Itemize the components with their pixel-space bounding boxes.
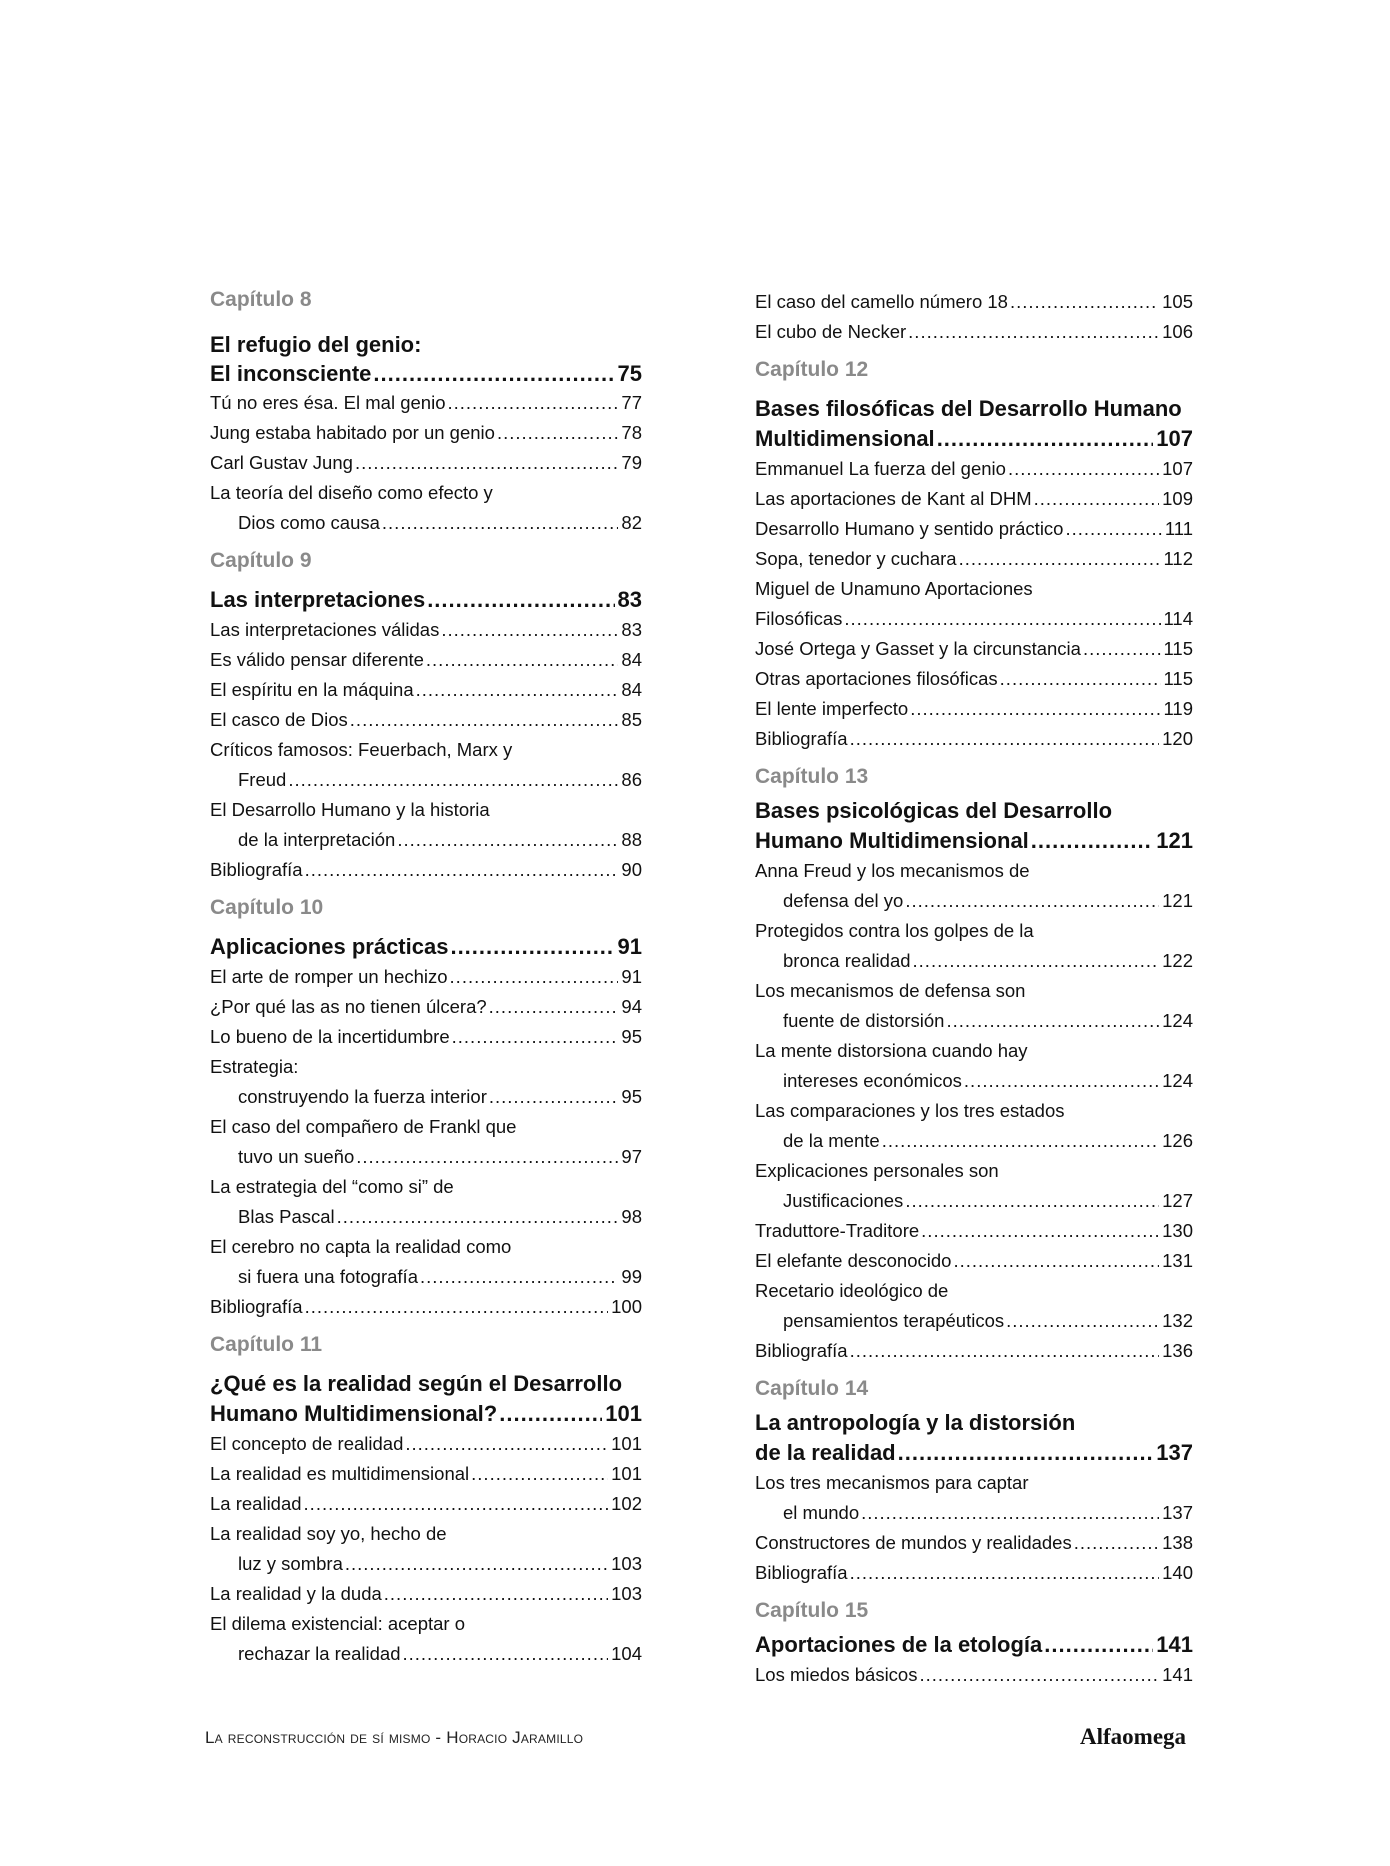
dot-leader <box>905 1189 1159 1213</box>
toc-entry <box>210 828 642 852</box>
toc-entry-line: Anna Freud y los mecanismos de <box>755 860 1030 881</box>
page-number: 84 <box>621 679 642 700</box>
page-number: 126 <box>1162 1130 1193 1151</box>
dot-leader <box>450 965 619 989</box>
running-footer <box>205 1728 583 1748</box>
toc-entry <box>210 1582 642 1606</box>
toc-entry <box>210 1265 642 1289</box>
dot-leader <box>450 933 614 961</box>
footer-book-title: La reconstrucción de sí mismo <box>205 1728 431 1747</box>
page-number: 95 <box>621 1086 642 1107</box>
entry-text: fuente de distorsión <box>783 1010 945 1031</box>
chapter-label: Capítulo 11 <box>210 1333 323 1356</box>
chapter-title <box>210 1400 642 1428</box>
entry-text: El casco de Dios <box>210 709 348 730</box>
page-number: 91 <box>617 934 642 959</box>
dot-leader <box>850 727 1160 751</box>
entry-text: Bibliografía <box>210 859 303 880</box>
toc-entry-line: El Desarrollo Humano y la historia <box>210 799 490 820</box>
entry-text: La realidad es multidimensional <box>210 1463 470 1484</box>
publisher-logo: Alfaomega <box>1080 1724 1187 1749</box>
toc-entry <box>210 648 642 672</box>
page-number: 132 <box>1162 1310 1193 1331</box>
dot-leader <box>384 1582 608 1606</box>
entry-text: El elefante desconocido <box>755 1250 952 1271</box>
toc-entry <box>210 708 642 732</box>
entry-text: Bibliografía <box>210 1296 303 1317</box>
chapter-title <box>755 827 1193 855</box>
chapter-label: Capítulo 8 <box>210 288 312 311</box>
toc-entry-line: La estrategia del “como si” de <box>210 1176 454 1197</box>
dot-leader <box>337 1205 619 1229</box>
toc-entry <box>210 1432 642 1456</box>
dot-leader <box>427 586 614 614</box>
dot-leader <box>497 421 618 445</box>
entry-text: tuvo un sueño <box>238 1146 355 1167</box>
toc-entry <box>210 1145 642 1169</box>
dot-leader <box>959 547 1161 571</box>
toc-entry-line: Estrategia: <box>210 1056 299 1077</box>
dot-leader <box>452 1025 619 1049</box>
dot-leader <box>905 889 1159 913</box>
dot-leader <box>402 1642 608 1666</box>
entry-text: de la realidad <box>755 1440 896 1465</box>
toc-entry <box>755 1309 1193 1333</box>
entry-text: Jung estaba habitado por un genio <box>210 422 495 443</box>
page-number: 130 <box>1162 1220 1193 1241</box>
dot-leader <box>420 1265 618 1289</box>
entry-text: Sopa, tenedor y cuchara <box>755 548 957 569</box>
toc-entry <box>755 1561 1193 1585</box>
toc-entry <box>755 727 1193 751</box>
dot-leader <box>1031 827 1153 855</box>
entry-text: Bibliografía <box>755 1562 848 1583</box>
page-number: 101 <box>605 1401 642 1426</box>
entry-text: Filosóficas <box>755 608 843 629</box>
toc-entry <box>755 547 1193 571</box>
toc-entry-line: La mente distorsiona cuando hay <box>755 1040 1028 1061</box>
entry-text: Aportaciones de la etología <box>755 1632 1043 1657</box>
page-number: 79 <box>621 452 642 473</box>
page-number: 104 <box>611 1643 642 1664</box>
dot-leader <box>1000 667 1161 691</box>
toc-entry <box>755 1249 1193 1273</box>
chapter-title <box>210 360 642 388</box>
dot-leader <box>964 1069 1159 1093</box>
dot-leader <box>356 1145 618 1169</box>
page-number: 105 <box>1162 291 1193 312</box>
page-number: 127 <box>1162 1190 1193 1211</box>
entry-text: La realidad <box>210 1493 302 1514</box>
dot-leader <box>1006 1309 1159 1333</box>
page-number: 103 <box>611 1583 642 1604</box>
toc-entry <box>210 678 642 702</box>
chapter-title <box>210 933 642 961</box>
entry-text: bronca realidad <box>783 950 911 971</box>
entry-text: La realidad y la duda <box>210 1583 382 1604</box>
toc-entry <box>755 290 1193 314</box>
footer-author: Horacio Jaramillo <box>446 1728 584 1747</box>
page-number: 124 <box>1162 1070 1193 1091</box>
dot-leader <box>1010 290 1159 314</box>
page-number: 85 <box>621 709 642 730</box>
page-number: 107 <box>1162 458 1193 479</box>
page-number: 107 <box>1156 426 1193 451</box>
chapter-label: Capítulo 14 <box>755 1377 869 1400</box>
page-number: 101 <box>611 1463 642 1484</box>
page-number: 99 <box>621 1266 642 1287</box>
page-number: 109 <box>1162 488 1193 509</box>
dot-leader <box>405 1432 608 1456</box>
dot-leader <box>946 1009 1159 1033</box>
toc-entry-line: Las comparaciones y los tres estados <box>755 1100 1065 1121</box>
page-number: 78 <box>621 422 642 443</box>
dot-leader <box>355 451 618 475</box>
chapter-title: El refugio del genio: <box>210 332 422 357</box>
toc-entry-line: Miguel de Unamuno Aportaciones <box>755 578 1033 599</box>
entry-text: Aplicaciones prácticas <box>210 934 449 959</box>
page-number: 95 <box>621 1026 642 1047</box>
toc-entry-line: Explicaciones personales son <box>755 1160 999 1181</box>
toc-entry <box>210 1552 642 1576</box>
toc-entry <box>210 421 642 445</box>
chapter-title <box>210 586 642 614</box>
page-number: 77 <box>621 392 642 413</box>
entry-text: Constructores de mundos y realidades <box>755 1532 1072 1553</box>
dot-leader <box>910 697 1160 721</box>
entry-text: Bibliografía <box>755 1340 848 1361</box>
toc-entry <box>210 1205 642 1229</box>
toc-entry <box>210 1642 642 1666</box>
entry-text: El cubo de Necker <box>755 321 907 342</box>
entry-text: Justificaciones <box>783 1190 904 1211</box>
toc-entry <box>755 517 1193 541</box>
entry-text: luz y sombra <box>238 1553 343 1574</box>
toc-entry <box>755 1069 1193 1093</box>
toc-entry <box>210 995 642 1019</box>
chapter-title: La antropología y la distorsión <box>755 1410 1076 1435</box>
page-number: 136 <box>1162 1340 1193 1361</box>
toc-entry <box>755 1501 1193 1525</box>
entry-text: intereses económicos <box>783 1070 962 1091</box>
page-number: 115 <box>1163 638 1193 659</box>
chapter-title <box>755 1631 1193 1659</box>
entry-text: construyendo la fuerza interior <box>238 1086 487 1107</box>
entry-text: rechazar la realidad <box>238 1643 401 1664</box>
chapter-title: ¿Qué es la realidad según el Desarrollo <box>210 1371 623 1396</box>
page-number: 119 <box>1163 698 1193 719</box>
dot-leader <box>1044 1631 1153 1659</box>
page-number: 82 <box>621 512 642 533</box>
dot-leader <box>861 1501 1159 1525</box>
page-number: 121 <box>1162 890 1193 911</box>
entry-text: defensa del yo <box>783 890 904 911</box>
toc-entry-line: Recetario ideológico de <box>755 1280 949 1301</box>
toc-entry <box>210 618 642 642</box>
chapter-label: Capítulo 13 <box>755 765 869 788</box>
dot-leader <box>345 1552 608 1576</box>
toc-entry <box>210 1492 642 1516</box>
toc-entry <box>755 487 1193 511</box>
dot-leader <box>844 607 1160 631</box>
dot-leader <box>1008 457 1159 481</box>
toc-entry <box>755 637 1193 661</box>
dot-leader <box>1083 637 1161 661</box>
page-number: 137 <box>1162 1502 1193 1523</box>
toc-entry <box>210 1085 642 1109</box>
page-number: 111 <box>1164 518 1193 539</box>
toc-entry <box>755 320 1193 344</box>
page-number: 90 <box>621 859 642 880</box>
toc-entry-line: Los tres mecanismos para captar <box>755 1472 1029 1493</box>
toc-entry <box>210 391 642 415</box>
page-number: 115 <box>1163 668 1193 689</box>
toc-entry <box>210 1295 642 1319</box>
page-number: 84 <box>621 649 642 670</box>
entry-text: pensamientos terapéuticos <box>783 1310 1005 1331</box>
dot-leader <box>499 1400 602 1428</box>
page-number: 114 <box>1163 608 1193 629</box>
dot-leader <box>913 949 1160 973</box>
entry-text: El caso del camello número 18 <box>755 291 1008 312</box>
entry-text: Multidimensional <box>755 426 935 451</box>
toc-entry <box>755 889 1193 913</box>
toc-entry <box>210 451 642 475</box>
dot-leader <box>397 828 618 852</box>
page-number: 100 <box>611 1296 642 1317</box>
toc-entry <box>755 1663 1193 1687</box>
entry-text: Traduttore-Traditore <box>755 1220 920 1241</box>
toc-entry <box>210 768 642 792</box>
chapter-title <box>755 425 1193 453</box>
page-number: 120 <box>1162 728 1193 749</box>
toc-entry-line: El dilema existencial: aceptar o <box>210 1613 466 1634</box>
dot-leader <box>882 1129 1159 1153</box>
toc-entry <box>755 949 1193 973</box>
page-number: 75 <box>617 361 642 386</box>
dot-leader <box>898 1439 1154 1467</box>
toc-entry <box>210 965 642 989</box>
dot-leader <box>921 1219 1159 1243</box>
dot-leader <box>937 425 1154 453</box>
entry-text: El lente imperfecto <box>755 698 909 719</box>
dot-leader <box>441 618 618 642</box>
entry-text: Lo bueno de la incertidumbre <box>210 1026 450 1047</box>
entry-text: Otras aportaciones filosóficas <box>755 668 998 689</box>
entry-text: el mundo <box>783 1502 860 1523</box>
toc-entry-line: La teoría del diseño como efecto y <box>210 482 493 503</box>
chapter-title <box>755 1439 1193 1467</box>
toc-entry-line: El caso del compañero de Frankl que <box>210 1116 517 1137</box>
page-number: 122 <box>1162 950 1193 971</box>
toc-entry <box>755 1129 1193 1153</box>
toc-entry <box>210 858 642 882</box>
toc-entry <box>755 1009 1193 1033</box>
page-number: 112 <box>1163 548 1193 569</box>
entry-text: Humano Multidimensional <box>755 828 1029 853</box>
chapter-title: Bases filosóficas del Desarrollo Humano <box>755 396 1182 421</box>
chapter-label: Capítulo 10 <box>210 896 324 919</box>
entry-text: Tú no eres ésa. El mal genio <box>210 392 446 413</box>
toc-entry <box>210 1025 642 1049</box>
page-number: 83 <box>621 619 642 640</box>
page-number: 121 <box>1156 828 1193 853</box>
dot-leader <box>1074 1531 1159 1555</box>
dot-leader <box>489 1085 619 1109</box>
entry-text: El espíritu en la máquina <box>210 679 414 700</box>
page-number: 102 <box>611 1493 642 1514</box>
dot-leader <box>908 320 1159 344</box>
entry-text: Emmanuel La fuerza del genio <box>755 458 1006 479</box>
dot-leader <box>305 1295 609 1319</box>
page-number: 131 <box>1162 1250 1193 1271</box>
page-number: 98 <box>621 1206 642 1227</box>
dot-leader <box>471 1462 608 1486</box>
dot-leader <box>426 648 619 672</box>
dot-leader <box>350 708 619 732</box>
dot-leader <box>1034 487 1160 511</box>
page-number: 137 <box>1156 1440 1193 1465</box>
entry-text: de la mente <box>783 1130 880 1151</box>
entry-text: Bibliografía <box>755 728 848 749</box>
dot-leader <box>489 995 619 1019</box>
toc-entry <box>755 1189 1193 1213</box>
footer-separator: - <box>430 1728 447 1747</box>
entry-text: Blas Pascal <box>238 1206 335 1227</box>
page-number: 124 <box>1162 1010 1193 1031</box>
dot-leader <box>416 678 619 702</box>
chapter-title: Bases psicológicas del Desarrollo <box>755 798 1113 823</box>
entry-text: Humano Multidimensional? <box>210 1401 498 1426</box>
page-number: 106 <box>1162 321 1193 342</box>
dot-leader <box>953 1249 1159 1273</box>
entry-text: Las interpretaciones <box>210 587 426 612</box>
toc-entry <box>755 1531 1193 1555</box>
entry-text: ¿Por qué las as no tienen úlcera? <box>210 996 487 1017</box>
toc-entry-line: La realidad soy yo, hecho de <box>210 1523 447 1544</box>
entry-text: Los miedos básicos <box>755 1664 918 1685</box>
page-number: 103 <box>611 1553 642 1574</box>
entry-text: Las aportaciones de Kant al DHM <box>755 488 1032 509</box>
toc-entry <box>755 1219 1193 1243</box>
toc-entry-line: Protegidos contra los golpes de la <box>755 920 1034 941</box>
entry-text: El arte de romper un hechizo <box>210 966 448 987</box>
page-number: 140 <box>1162 1562 1193 1583</box>
dot-leader <box>850 1339 1160 1363</box>
dot-leader <box>373 360 614 388</box>
entry-text: Freud <box>238 769 287 790</box>
dot-leader <box>850 1561 1160 1585</box>
page-number: 94 <box>621 996 642 1017</box>
toc-entry <box>755 1339 1193 1363</box>
page-number: 83 <box>617 587 642 612</box>
toc-entry-line: El cerebro no capta la realidad como <box>210 1236 512 1257</box>
entry-text: de la interpretación <box>238 829 396 850</box>
entry-text: El inconsciente <box>210 361 372 386</box>
page-number: 138 <box>1162 1532 1193 1553</box>
dot-leader <box>305 858 619 882</box>
dot-leader <box>448 391 619 415</box>
chapter-label: Capítulo 15 <box>755 1599 869 1622</box>
toc-entry <box>755 697 1193 721</box>
entry-text: Dios como causa <box>238 512 380 533</box>
dot-leader <box>288 768 618 792</box>
entry-text: Desarrollo Humano y sentido práctico <box>755 518 1064 539</box>
dot-leader <box>919 1663 1159 1687</box>
page-number: 141 <box>1162 1664 1193 1685</box>
entry-text: Las interpretaciones válidas <box>210 619 440 640</box>
page-number: 86 <box>621 769 642 790</box>
dot-leader <box>304 1492 609 1516</box>
entry-text: si fuera una fotografía <box>238 1266 418 1287</box>
toc-entry <box>755 667 1193 691</box>
toc-entry-line: Los mecanismos de defensa son <box>755 980 1026 1001</box>
page-number: 91 <box>621 966 642 987</box>
toc-entry <box>210 511 642 535</box>
page-number: 141 <box>1156 1632 1193 1657</box>
entry-text: Es válido pensar diferente <box>210 649 424 670</box>
dot-leader <box>382 511 619 535</box>
chapter-label: Capítulo 12 <box>755 358 869 381</box>
page-number: 97 <box>621 1146 642 1167</box>
entry-text: José Ortega y Gasset y la circunstancia <box>755 638 1081 659</box>
entry-text: El concepto de realidad <box>210 1433 404 1454</box>
dot-leader <box>1065 517 1161 541</box>
chapter-label: Capítulo 9 <box>210 549 312 572</box>
entry-text: Carl Gustav Jung <box>210 452 353 473</box>
toc-entry <box>755 457 1193 481</box>
page-number: 101 <box>611 1433 642 1454</box>
page-number: 88 <box>621 829 642 850</box>
toc-entry <box>210 1462 642 1486</box>
toc-entry-line: Críticos famosos: Feuerbach, Marx y <box>210 739 513 760</box>
toc-entry <box>755 607 1193 631</box>
